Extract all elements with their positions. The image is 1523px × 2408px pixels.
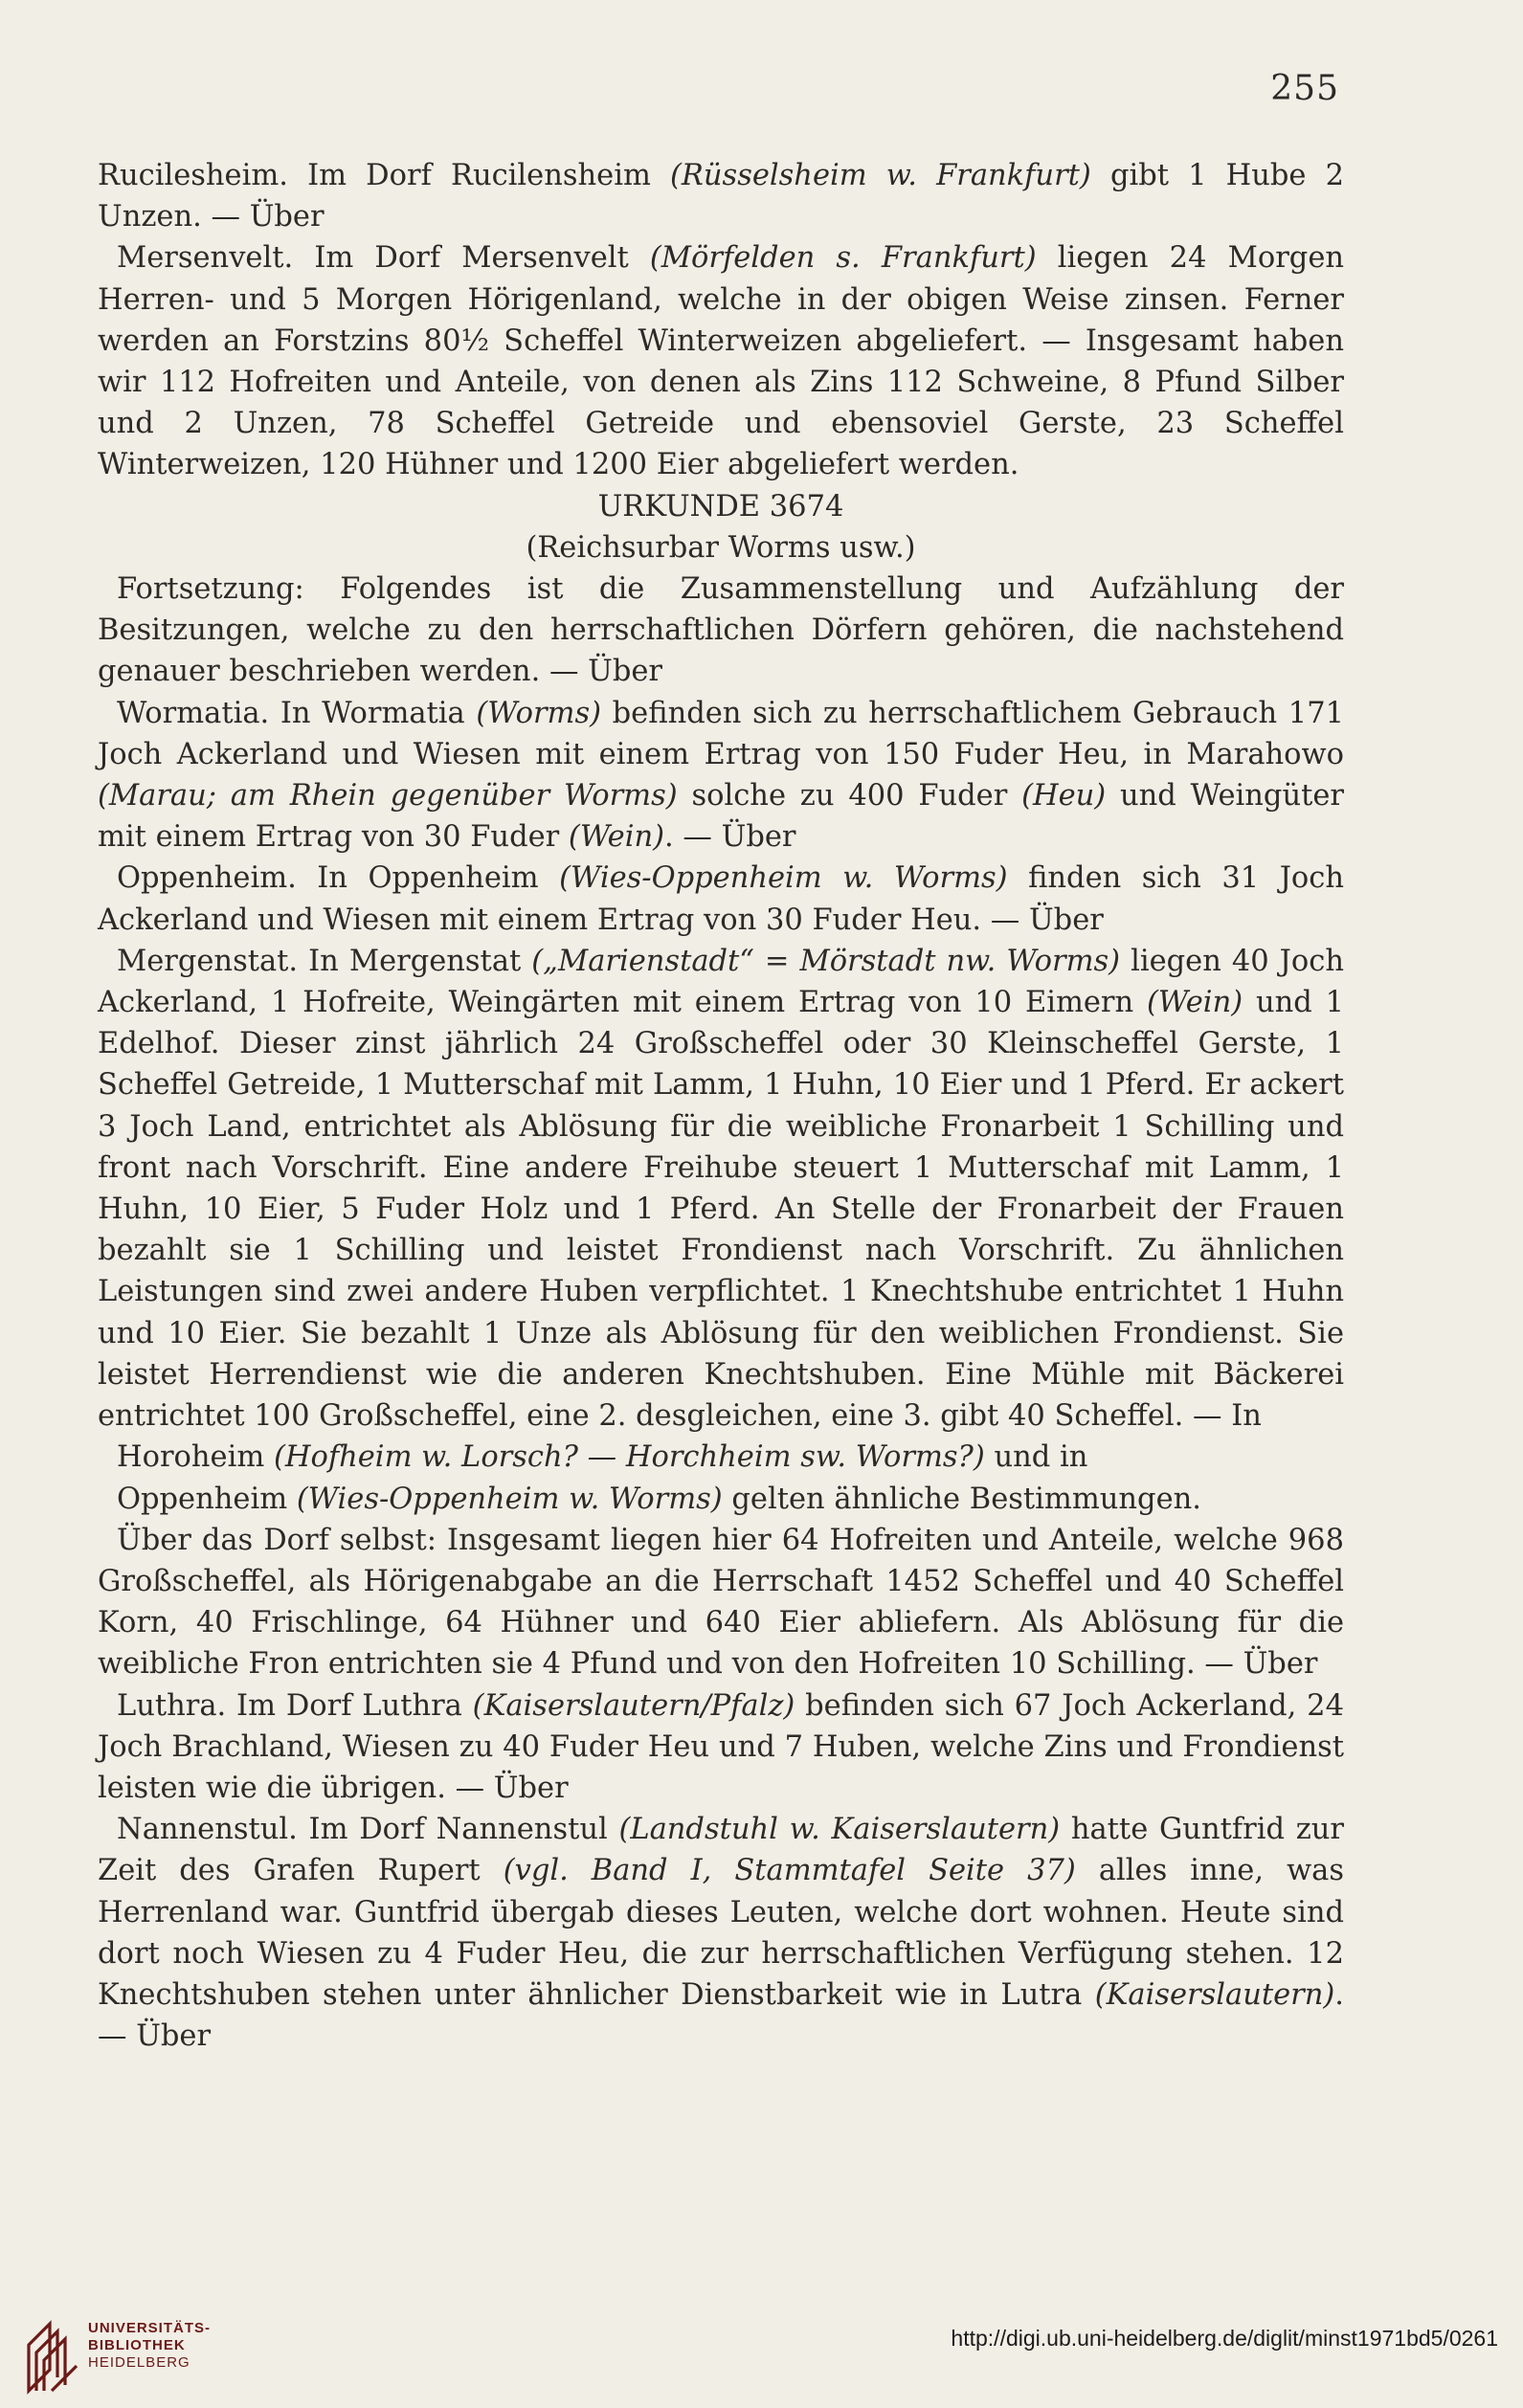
italic-gloss: (Rüsselsheim w. Frankfurt) bbox=[670, 159, 1091, 192]
italic-gloss: („Marienstadt“ = Mörstadt nw. Worms) bbox=[531, 944, 1121, 978]
text-run: befinden sich 67 Joch Ackerland, 24 Joch Brachland, Wiesen zu 40 Fuder Heu und 7 Huben, welche Zins und Frondienst leisten wie die übrigen. — Über bbox=[98, 1688, 1344, 1805]
paragraph bbox=[98, 941, 1344, 1437]
paragraph bbox=[98, 1479, 1344, 1520]
italic-gloss: (Wies-Oppenheim w. Worms) bbox=[296, 1482, 723, 1516]
text-run: Fortsetzung: Folgendes ist die Zusammenstellung und Aufzählung der Besitzungen, welche zu den herrschaftlichen Dörfern gehören, die nachstehend genauer beschrieben werden. — Über bbox=[98, 572, 1344, 689]
library-name-line: BIBLIOTHEK bbox=[88, 2337, 186, 2353]
text-run: Nannenstul. Im Dorf Nannenstul bbox=[117, 1813, 619, 1847]
body-text bbox=[98, 155, 1344, 2057]
text-run: solche zu 400 Fuder bbox=[677, 779, 1022, 814]
text-run: Mersenvelt. Im Dorf Mersenvelt bbox=[117, 241, 650, 276]
text-run: Luthra. Im Dorf Luthra bbox=[117, 1688, 473, 1723]
text-run: hatte Guntfrid zur Zeit des Grafen Rupert bbox=[98, 1813, 1344, 1888]
text-run: gelten ähnliche Bestimmungen. bbox=[722, 1482, 1201, 1516]
text-run: URKUNDE 3674 bbox=[597, 489, 844, 524]
library-name-line: UNIVERSITÄTS- bbox=[88, 2320, 212, 2336]
source-url[interactable]: http://digi.ub.uni-heidelberg.de/diglit/minst1971bd5/0261 bbox=[951, 2326, 1498, 2351]
paragraph bbox=[98, 569, 1344, 693]
italic-gloss: (Heu) bbox=[1021, 779, 1107, 814]
paragraph bbox=[98, 237, 1344, 485]
text-run: gibt 1 Hube 2 Unzen. — Über bbox=[98, 159, 1345, 234]
paragraph bbox=[98, 1809, 1344, 2057]
section-heading bbox=[98, 486, 1344, 527]
text-run: liegen 40 Joch Ackerland, 1 Hofreite, Weingärten mit einem Ertrag von 10 Eimern bbox=[98, 944, 1344, 1020]
text-run: (Reichsurbar Worms usw.) bbox=[526, 530, 916, 565]
paragraph bbox=[98, 155, 1344, 237]
section-heading bbox=[98, 527, 1344, 569]
italic-gloss: (Kaiserslautern) bbox=[1094, 1977, 1335, 2012]
italic-gloss: (Mörfelden s. Frankfurt) bbox=[649, 241, 1037, 276]
footer bbox=[0, 2287, 1523, 2408]
italic-gloss: (Hofheim w. Lorsch? — Horchheim sw. Worms?) bbox=[273, 1440, 985, 1475]
text-run: . — Über bbox=[98, 1977, 1344, 2054]
italic-gloss: (Marau; am Rhein gegenüber Worms) bbox=[98, 779, 678, 814]
italic-gloss: (Landstuhl w. Kaiserslautern) bbox=[618, 1813, 1061, 1847]
text-run: Über das Dorf selbst: Insgesamt liegen hier 64 Hofreiten und Anteile, welche 968 Großscheffel, als Hörigenabgabe an die Herrschaft 1452 Scheffel und 40 Scheffel Korn, 40 Frischlinge, 64 Hühner und 640 Eier abliefern. Als Ablösung für die weibliche Fron entrichten sie 4 Pfund und von den Hofreiten 10 Schilling. — Über bbox=[98, 1523, 1344, 1682]
text-run: und in bbox=[984, 1440, 1088, 1475]
paragraph bbox=[98, 693, 1344, 858]
italic-gloss: (Wies-Oppenheim w. Worms) bbox=[559, 861, 1008, 896]
text-run: befinden sich zu herrschaftlichem Gebrauch 171 Joch Ackerland und Wiesen mit einem Ertrag von 150 Fuder Heu, in Marahowo bbox=[98, 696, 1345, 771]
text-run: Oppenheim. In Oppenheim bbox=[117, 861, 560, 896]
italic-gloss: (Worms) bbox=[476, 696, 601, 730]
text-run: . — Über bbox=[664, 820, 796, 855]
text-run: Oppenheim bbox=[117, 1482, 297, 1516]
italic-gloss: (Wein) bbox=[1147, 986, 1243, 1020]
italic-gloss: (vgl. Band I, Stammtafel Seite 37) bbox=[503, 1854, 1076, 1888]
text-run: finden sich 31 Joch Ackerland und Wiesen mit einem Ertrag von 30 Fuder Heu. — Über bbox=[98, 861, 1345, 937]
library-logo-icon bbox=[23, 2316, 82, 2395]
text-run: liegen 24 Morgen Herren- und 5 Morgen Hörigenland, welche in der obigen Weise zinsen. Ferner werden an Forstzins 80½ Scheffel Winterweizen abgeliefert. — Insgesamt haben wir 112 Hofreiten und Anteile, von denen als Zins 112 Schweine, 8 Pfund Silber und 2 Unzen, 78 Scheffel Getreide und ebensoviel Gerste, 23 Scheffel Winterweizen, 120 Hühner und 1200 Eier abgeliefert werden. bbox=[98, 241, 1345, 482]
text-run: Mergenstat. In Mergenstat bbox=[117, 944, 532, 978]
text-run: Wormatia. In Wormatia bbox=[117, 696, 477, 730]
italic-gloss: (Kaiserslautern/Pfalz) bbox=[472, 1688, 795, 1723]
text-run: Horoheim bbox=[117, 1440, 274, 1475]
text-run: alles inne, was Herrenland war. Guntfrid übergab dieses Leuten, welche dort wohnen. Heute sind dort noch Wiesen zu 4 Fuder Heu, die zur herrschaftlichen Verfügung stehen. 12 Knechtshuben stehen unter ähnlicher Dienstbarkeit wie in Lutra bbox=[98, 1854, 1345, 2012]
paragraph bbox=[98, 1437, 1344, 1478]
text-run: Rucilesheim. Im Dorf Rucilensheim bbox=[98, 159, 671, 192]
paragraph bbox=[98, 1520, 1344, 1685]
text-run: und Weingüter mit einem Ertrag von 30 Fuder bbox=[98, 779, 1344, 855]
paragraph bbox=[98, 1685, 1344, 1810]
library-name-line: HEIDELBERG bbox=[88, 2354, 190, 2371]
library-name bbox=[88, 2320, 211, 2372]
text-run: und 1 Edelhof. Dieser zinst jährlich 24 Großscheffel oder 30 Kleinscheffel Gerste, 1 Scheffel Getreide, 1 Mutterschaf mit Lamm, 1 Huhn, 10 Eier und 1 Pferd. Er ackert 3 Joch Land, entrichtet als Ablösung für die weibliche Fronarbeit 1 Schilling und front nach Vorschrift. Eine andere Freihube steuert 1 Mutterschaf mit Lamm, 1 Huhn, 10 Eier, 5 Fuder Holz und 1 Pferd. An Stelle der Fronarbeit der Frauen bezahlt sie 1 Schilling und leistet Frondienst nach Vorschrift. Zu ähnlichen Leistungen sind zwei andere Huben verpflichtet. 1 Knechtshube entrichtet 1 Huhn und 10 Eier. Sie bezahlt 1 Unze als Ablösung für den weiblichen Frondienst. Sie leistet Herrendienst wie die anderen Knechtshuben. Eine Mühle mit Bäckerei entrichtet 100 Großscheffel, eine 2. desgleichen, eine 3. gibt 40 Scheffel. — In bbox=[98, 986, 1345, 1434]
paragraph bbox=[98, 858, 1344, 940]
page-number: 255 bbox=[1270, 69, 1339, 108]
italic-gloss: (Wein) bbox=[568, 820, 665, 855]
